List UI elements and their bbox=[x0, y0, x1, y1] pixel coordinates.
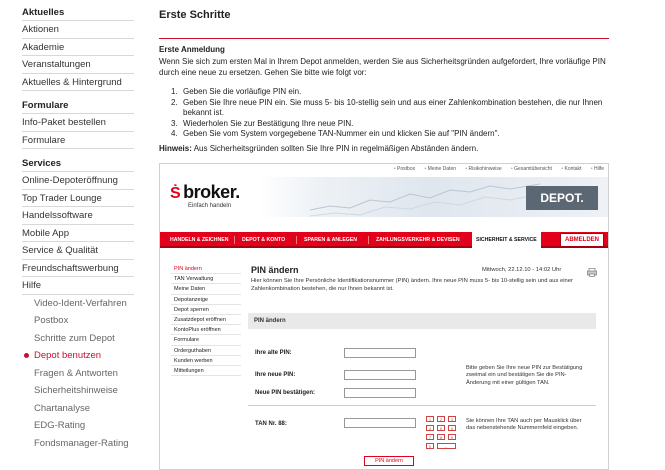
sidebar-mitteilungen: Mitteilungen bbox=[171, 366, 241, 376]
keypad-key-8: 8 bbox=[437, 434, 445, 440]
sidebar-depot-sperren: Depot sperren bbox=[171, 305, 241, 315]
nav-section-formulare: Formulare bbox=[22, 97, 134, 114]
pin-description: Hier können Sie Ihre Persönliche Identifikationsnummer (PIN) ändern. Ihre neue PIN muss 5- bis 10-stellig sein und aus einer Zahlenkombination bestehen, die nur Ihnen bekannt ist. bbox=[251, 278, 573, 292]
screenshot-top-links bbox=[386, 166, 604, 172]
menu-sparen-anlegen: SPAREN & ANLEGEN bbox=[304, 237, 358, 243]
keypad-backspace-key: ← bbox=[437, 443, 456, 449]
nav-item-freundschaftswerbung[interactable]: Freundschaftswerbung bbox=[22, 260, 134, 278]
nav-sub-edg-rating[interactable]: EDG-Rating bbox=[34, 420, 86, 431]
sidebar-meine-daten: Meine Daten bbox=[171, 284, 241, 294]
nav-section-aktuelles: Aktuelles bbox=[22, 4, 134, 21]
decorative-chart-graphic bbox=[310, 180, 540, 220]
nav-item-mobile-app[interactable]: Mobile App bbox=[22, 225, 134, 243]
sidebar-kontoplus: KontoPlus eröffnen bbox=[171, 325, 241, 335]
nav-sub-postbox[interactable]: Postbox bbox=[34, 315, 69, 326]
nav-sub-chartanalyse[interactable]: Chartanalyse bbox=[34, 402, 90, 414]
keypad-key-5: 5 bbox=[437, 425, 445, 431]
step-item: 4. Geben Sie vom System vorgegebene TAN-Nummer ein und klicken Sie auf "PIN ändern". bbox=[171, 129, 500, 138]
label-old-pin: Ihre alte PIN: bbox=[255, 350, 292, 356]
nav-sub-depot-benutzen[interactable]: Depot benutzen bbox=[22, 347, 134, 365]
nav-sub-sicherheitshinweise[interactable]: Sicherheitshinweise bbox=[34, 385, 118, 396]
sidebar-zusatzdepot: Zusatzdepot eröffnen bbox=[171, 315, 241, 325]
screenshot-sidebar bbox=[171, 264, 241, 376]
nav-item-aktionen[interactable]: Aktionen bbox=[22, 21, 134, 39]
top-link-kontakt: • Kontakt bbox=[561, 166, 581, 172]
nav-item-top-trader-lounge[interactable]: Top Trader Lounge bbox=[22, 190, 134, 208]
nav-item-hilfe[interactable]: Hilfe bbox=[22, 277, 134, 295]
nav-sub-schritte-zum-depot[interactable]: Schritte zum Depot bbox=[34, 332, 115, 344]
nav-item-akademie[interactable]: Akademie bbox=[22, 39, 134, 57]
nav-item-aktuelles-hintergrund[interactable]: Aktuelles & Hintergrund bbox=[22, 74, 134, 92]
form-divider bbox=[248, 405, 596, 406]
nav-item-formulare[interactable]: Formulare bbox=[22, 132, 134, 150]
keypad-key-0: 0 bbox=[426, 443, 434, 449]
old-pin-field bbox=[344, 348, 416, 358]
keypad-key-1: 1 bbox=[426, 416, 434, 422]
keypad-key-6: 6 bbox=[448, 425, 456, 431]
nav-item-veranstaltungen[interactable]: Veranstaltungen bbox=[22, 56, 134, 74]
nav-sub-video-ident[interactable]: Video-Ident-Verfahren bbox=[34, 297, 127, 309]
screenshot-topbar bbox=[160, 164, 608, 177]
sidebar-tan-verwaltung: TAN Verwaltung bbox=[171, 274, 241, 284]
top-link-risikohinweise: • Risikohinweise bbox=[465, 166, 501, 172]
label-confirm-pin: Neue PIN bestätigen: bbox=[255, 390, 316, 396]
keypad-key-2: 2 bbox=[437, 416, 445, 422]
form-help-text: Bitte geben Sie Ihre neue PIN zur Bestätigung zweimal ein und bestätigen Sie die PIN-Änderung mit einer gültigen TAN. bbox=[466, 365, 583, 386]
menu-sicherheit-service: SICHERHEIT & SERVICE bbox=[472, 232, 541, 248]
depot-screenshot bbox=[159, 163, 609, 470]
menu-depot-konto: DEPOT & KONTO bbox=[242, 237, 286, 243]
title-divider bbox=[159, 38, 609, 39]
print-icon bbox=[587, 264, 597, 282]
section-title: Erste Anmeldung bbox=[159, 45, 225, 54]
depot-label: DEPOT. bbox=[526, 186, 598, 210]
tan-help-text: Sie können Ihre TAN auch per Mausklick über das nebenstehende Nummernfeld eingeben. bbox=[466, 418, 582, 432]
sidebar-orderguthaben: Orderguthaben bbox=[171, 346, 241, 356]
menu-zahlungsverkehr: ZAHLUNGSVERKEHR & DEVISEN bbox=[376, 237, 460, 243]
nav-section-services: Services bbox=[22, 155, 134, 172]
intro-text: Wenn Sie sich zum ersten Mal in Ihrem Depot anmelden, werden Sie aus Sicherheitsgründen aufgefordert, Ihre vorläufige PIN durch eine neue zu ersetzen. Gehen Sie bitte wie folgt vor: bbox=[159, 57, 606, 77]
sidebar-formulare: Formulare bbox=[171, 335, 241, 345]
top-link-hilfe: • Hilfe bbox=[591, 166, 604, 172]
step-item: 3. Wiederholen Sie zur Bestätigung Ihre neue PIN. bbox=[171, 118, 354, 128]
sparkasse-s-icon: Ṡ bbox=[170, 185, 181, 202]
label-new-pin: Ihre neue PIN: bbox=[255, 372, 296, 378]
date-display: Mittwoch, 22.12.10 - 14:02 Uhr bbox=[482, 267, 562, 273]
nav-item-service-qualitaet[interactable]: Service & Qualität bbox=[22, 242, 134, 260]
keypad-key-9: 9 bbox=[448, 434, 456, 440]
menu-handeln-zeichnen: HANDELN & ZEICHNEN bbox=[170, 237, 229, 243]
logout-button: ABMELDEN bbox=[560, 233, 604, 247]
top-link-meine-daten: • Meine Daten bbox=[425, 166, 457, 172]
pin-change-form bbox=[248, 313, 596, 463]
nav-item-online-depoteroeffnung[interactable]: Online-Depoteröffnung bbox=[22, 172, 134, 190]
keypad-key-7: 7 bbox=[426, 434, 434, 440]
sidebar-depotanzeige: Depotanzeige bbox=[171, 295, 241, 305]
sidebar-pin-aendern: PIN ändern bbox=[171, 264, 241, 274]
step-item: 2. Geben Sie Ihre neue PIN ein. Sie muss 5- bis 10-stellig sein und aus einer Zahlenkombination bestehen, die nur Ihnen bekannt ist. bbox=[171, 97, 603, 117]
screenshot-menubar bbox=[160, 232, 608, 248]
steps-list bbox=[171, 87, 611, 140]
nav-sub-fragen-antworten[interactable]: Fragen & Antworten bbox=[34, 367, 118, 379]
nav-sub-fondsmanager-rating[interactable]: Fondsmanager-Rating bbox=[34, 437, 129, 449]
form-header: PIN ändern bbox=[248, 313, 596, 329]
confirm-pin-field bbox=[344, 388, 416, 398]
tan-field bbox=[344, 418, 416, 428]
new-pin-field bbox=[344, 370, 416, 380]
broker-logo: Ṡ broker. Einfach handeln bbox=[170, 182, 240, 209]
nav-item-handelssoftware[interactable]: Handelssoftware bbox=[22, 207, 134, 225]
pin-aendern-button: PIN ändern bbox=[364, 456, 414, 466]
keypad-key-3: 3 bbox=[448, 416, 456, 422]
top-link-gesamtuebersicht: • Gesamtübersicht bbox=[511, 166, 552, 172]
step-item: 1. Geben Sie die vorläufige PIN ein. bbox=[171, 87, 302, 96]
keypad-key-4: 4 bbox=[426, 425, 434, 431]
pin-page-title: PIN ändern bbox=[251, 265, 299, 275]
hint-text: Hinweis: Aus Sicherheitsgründen sollten Sie Ihre PIN in regelmäßigen Abständen ändern. bbox=[159, 144, 479, 153]
left-navigation bbox=[22, 4, 134, 452]
sidebar-kunden-werben: Kunden werben bbox=[171, 356, 241, 366]
nav-item-info-paket[interactable]: Info-Paket bestellen bbox=[22, 114, 134, 132]
top-link-postbox: • Postbox bbox=[394, 166, 415, 172]
label-tan: TAN Nr. 88: bbox=[255, 421, 287, 427]
page-title: Erste Schritte bbox=[159, 9, 231, 21]
